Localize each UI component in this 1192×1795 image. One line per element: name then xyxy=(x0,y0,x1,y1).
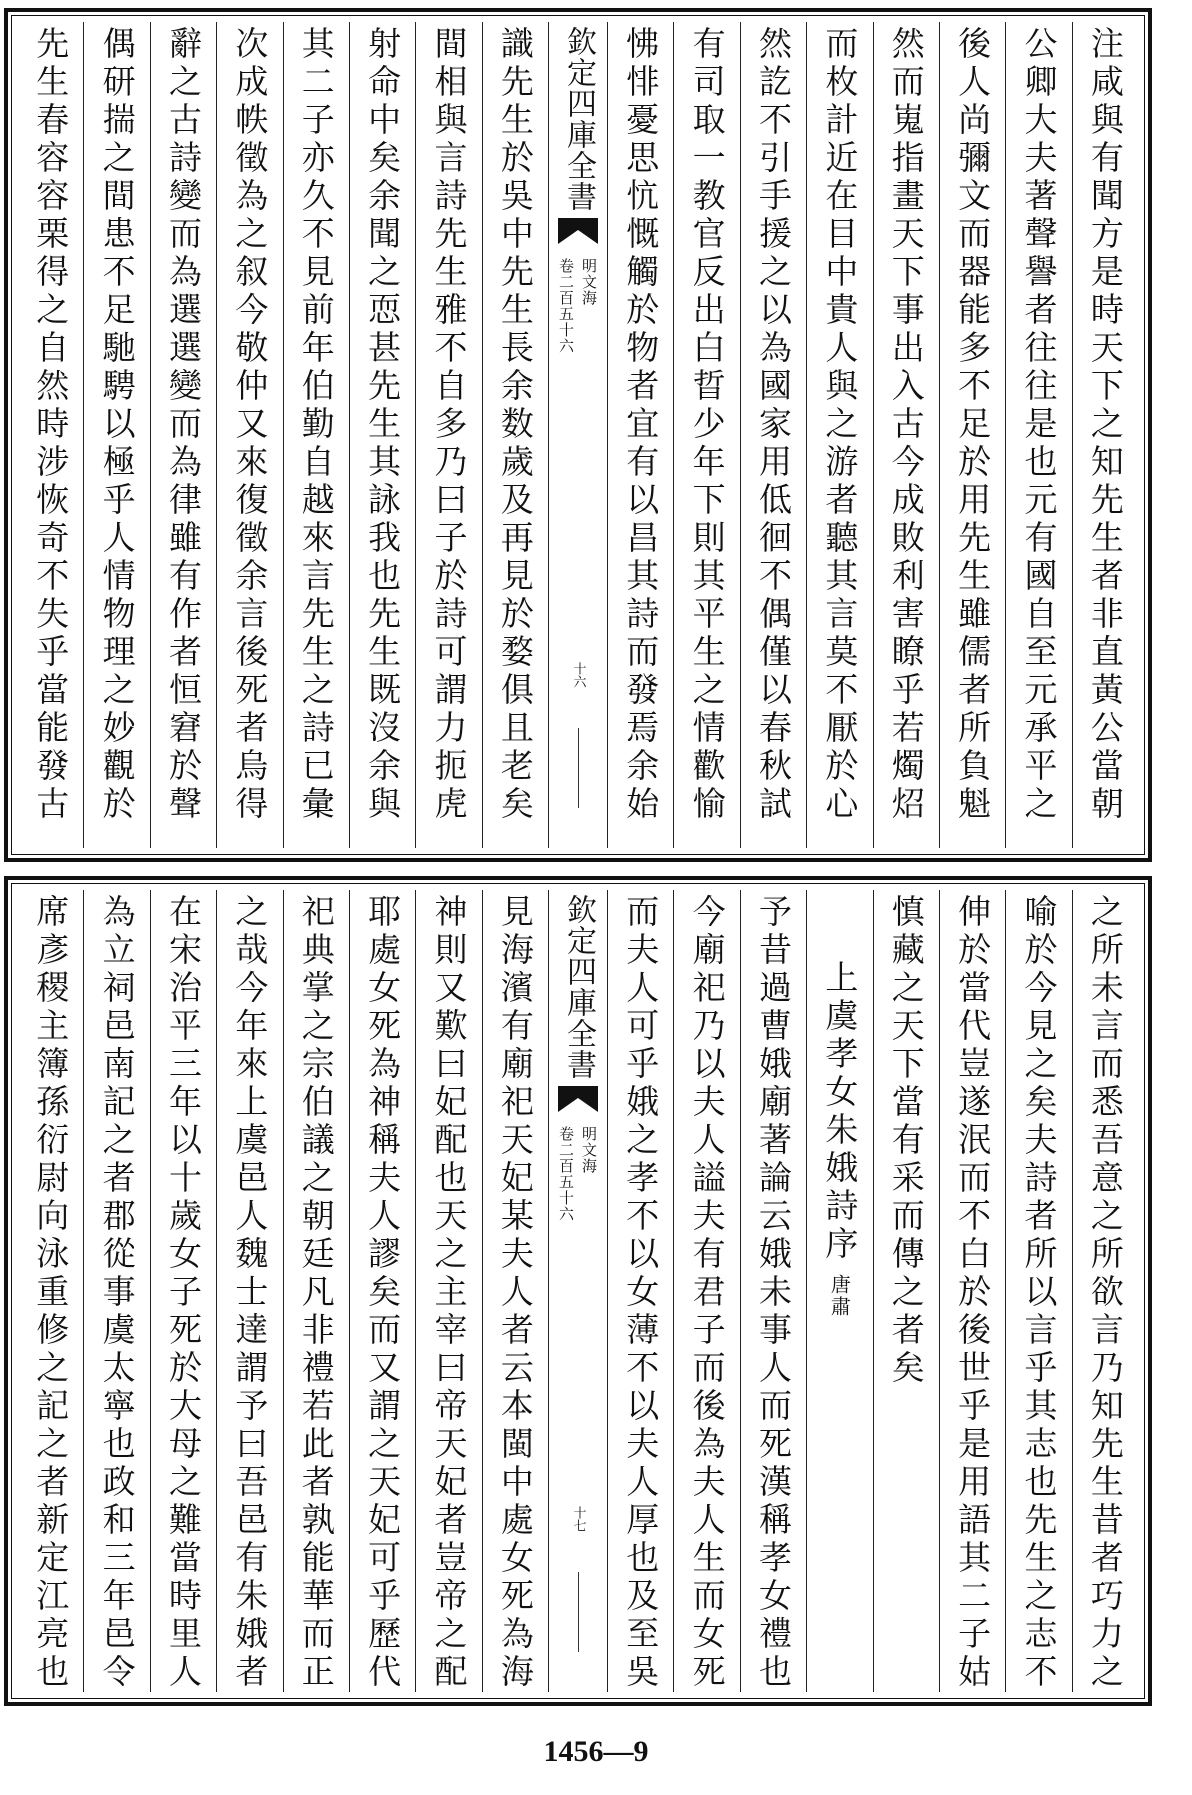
column-text: 予昔過曹娥廟著論云娥未事人而死漢稱孝女禮也 xyxy=(753,894,793,1692)
text-column xyxy=(806,22,872,848)
column-text: 為立祠邑南記之者郡從事虞太寧也政和三年邑令 xyxy=(97,894,137,1692)
spine-column xyxy=(548,22,607,848)
spine-title: 欽定四庫全書 xyxy=(561,894,596,1080)
essay-title: 上虞孝女朱娥詩序 xyxy=(820,960,860,1264)
spine-book-name: 明文海 xyxy=(580,1126,598,1174)
text-column xyxy=(939,22,1005,848)
essay-title-text xyxy=(820,890,860,1692)
column-text: 之所未言而悉吾意之所欲言乃知先生昔者巧力之 xyxy=(1085,894,1125,1692)
text-column xyxy=(18,22,83,848)
spine-title: 欽定四庫全書 xyxy=(561,26,596,212)
column-text: 見海濱有廟祀天妃某夫人者云本閩中處女死為海 xyxy=(495,894,535,1692)
column-text: 間相與言詩先生雅不自多乃曰子於詩可謂力扼虎 xyxy=(429,26,469,824)
text-column xyxy=(673,890,739,1692)
column-text: 然訖不引手援之以為國家用低徊不偶僅以春秋試 xyxy=(753,26,793,824)
text-column xyxy=(83,890,149,1692)
spine-info xyxy=(556,1126,600,1222)
column-text: 有司取一教官反出白晢少年下則其平生之情歡愉 xyxy=(687,26,727,824)
column-text: 伸於當代豈遂泯而不白於後世乎是用語其二子姑 xyxy=(953,894,993,1692)
column-text: 公卿大夫著聲譽者往往是也元有國自至元承平之 xyxy=(1019,26,1059,824)
column-text: 後人尚彌文而器能多不足於用先生雖儒者所負魁 xyxy=(953,26,993,824)
column-text: 慎藏之天下當有采而傳之者矣 xyxy=(886,894,926,1388)
text-column xyxy=(83,22,149,848)
column-text: 射命中矣余聞之恧甚先生其詠我也先生既沒余與 xyxy=(363,26,403,824)
text-column xyxy=(283,22,349,848)
column-text: 今廟祀乃以夫人謚夫有君子而後為夫人生而女死 xyxy=(687,894,727,1692)
column-text: 耶處女死為神稱夫人謬矣而又謂之天妃可乎歷代 xyxy=(363,894,403,1692)
text-column xyxy=(216,890,282,1692)
text-column xyxy=(415,22,481,848)
column-text: 喻於今見之矣夫詩者所以言乎其志也先生之志不 xyxy=(1019,894,1059,1692)
spine-book-name: 明文海 xyxy=(580,258,598,306)
text-column xyxy=(415,890,481,1692)
text-column xyxy=(349,22,415,848)
column-text: 席彥稷主簿孫衍尉向泳重修之記之者新定江亮也 xyxy=(31,894,71,1692)
text-column xyxy=(216,22,282,848)
spine-info xyxy=(556,258,600,354)
text-column xyxy=(873,890,939,1692)
text-column xyxy=(349,890,415,1692)
text-column xyxy=(939,890,1005,1692)
text-column xyxy=(283,890,349,1692)
spine-page-number: 十六 xyxy=(570,662,586,688)
essay-author: 唐肅 xyxy=(827,1274,852,1318)
column-text: 神則又歎曰妃配也天之主宰曰帝天妃者豈帝之配 xyxy=(429,894,469,1692)
spine-page-number: 十七 xyxy=(570,1506,586,1532)
bottom-page-columns xyxy=(18,890,1138,1692)
spine-volume: 卷二百五十六 xyxy=(557,1126,575,1222)
text-column xyxy=(1072,890,1138,1692)
column-text: 注咸與有聞方是時天下之知先生者非直黃公當朝 xyxy=(1085,26,1125,824)
spine-column xyxy=(548,890,607,1692)
text-column xyxy=(1005,22,1071,848)
text-column xyxy=(740,890,806,1692)
text-column xyxy=(673,22,739,848)
fishtail-mark-icon xyxy=(558,1086,598,1112)
column-text: 次成帙徵為之叙今敬仲又來復徵余言後死者烏得 xyxy=(230,26,270,824)
text-column xyxy=(1005,890,1071,1692)
column-text: 識先生於吳中先生長余数歲及再見於婺俱且老矣 xyxy=(495,26,535,824)
column-text: 怫悱憂思忼慨觸於物者宜有以昌其詩而發焉余始 xyxy=(621,26,661,824)
top-page-columns xyxy=(18,22,1138,848)
column-text: 先生春容容栗得之自然時涉恢奇不失乎當能發古 xyxy=(31,26,71,824)
column-text: 其二子亦久不見前年伯勤自越來言先生之詩已彙 xyxy=(296,26,336,824)
column-text: 而枚計近在目中貴人與之游者聽其言莫不厭於心 xyxy=(820,26,860,824)
text-column xyxy=(482,22,548,848)
bottom-page-panel xyxy=(4,876,1152,1706)
text-column xyxy=(873,22,939,848)
column-text: 辭之古詩變而為選選變而為律雖有作者恒窘於聲 xyxy=(163,26,203,824)
column-text: 在宋治平三年以十歲女子死於大母之難當時里人 xyxy=(163,894,203,1692)
text-column xyxy=(18,890,83,1692)
spine-divider xyxy=(578,728,579,808)
column-text: 而夫人可乎娥之孝不以女薄不以夫人厚也及至吳 xyxy=(621,894,661,1692)
column-text: 之哉今年來上虞邑人魏士達謂予曰吾邑有朱娥者 xyxy=(230,894,270,1692)
top-page-panel xyxy=(4,8,1152,862)
text-column xyxy=(150,890,216,1692)
text-column xyxy=(150,22,216,848)
column-text: 祀典掌之宗伯議之朝廷凡非禮若此者孰能華而正 xyxy=(296,894,336,1692)
text-column xyxy=(607,22,673,848)
spine-volume: 卷二百五十六 xyxy=(557,258,575,354)
column-text: 偶研揣之間患不足馳騁以極乎人情物理之妙觀於 xyxy=(97,26,137,824)
text-column xyxy=(482,890,548,1692)
spine-divider xyxy=(578,1572,579,1652)
column-text: 然而嵬指畫天下事出入古今成敗利害瞭乎若燭炤 xyxy=(886,26,926,824)
essay-title-column xyxy=(806,890,872,1692)
text-column xyxy=(607,890,673,1692)
text-column xyxy=(740,22,806,848)
text-column xyxy=(1072,22,1138,848)
fishtail-mark-icon xyxy=(558,218,598,244)
page-number: 1456—9 xyxy=(543,1735,649,1768)
